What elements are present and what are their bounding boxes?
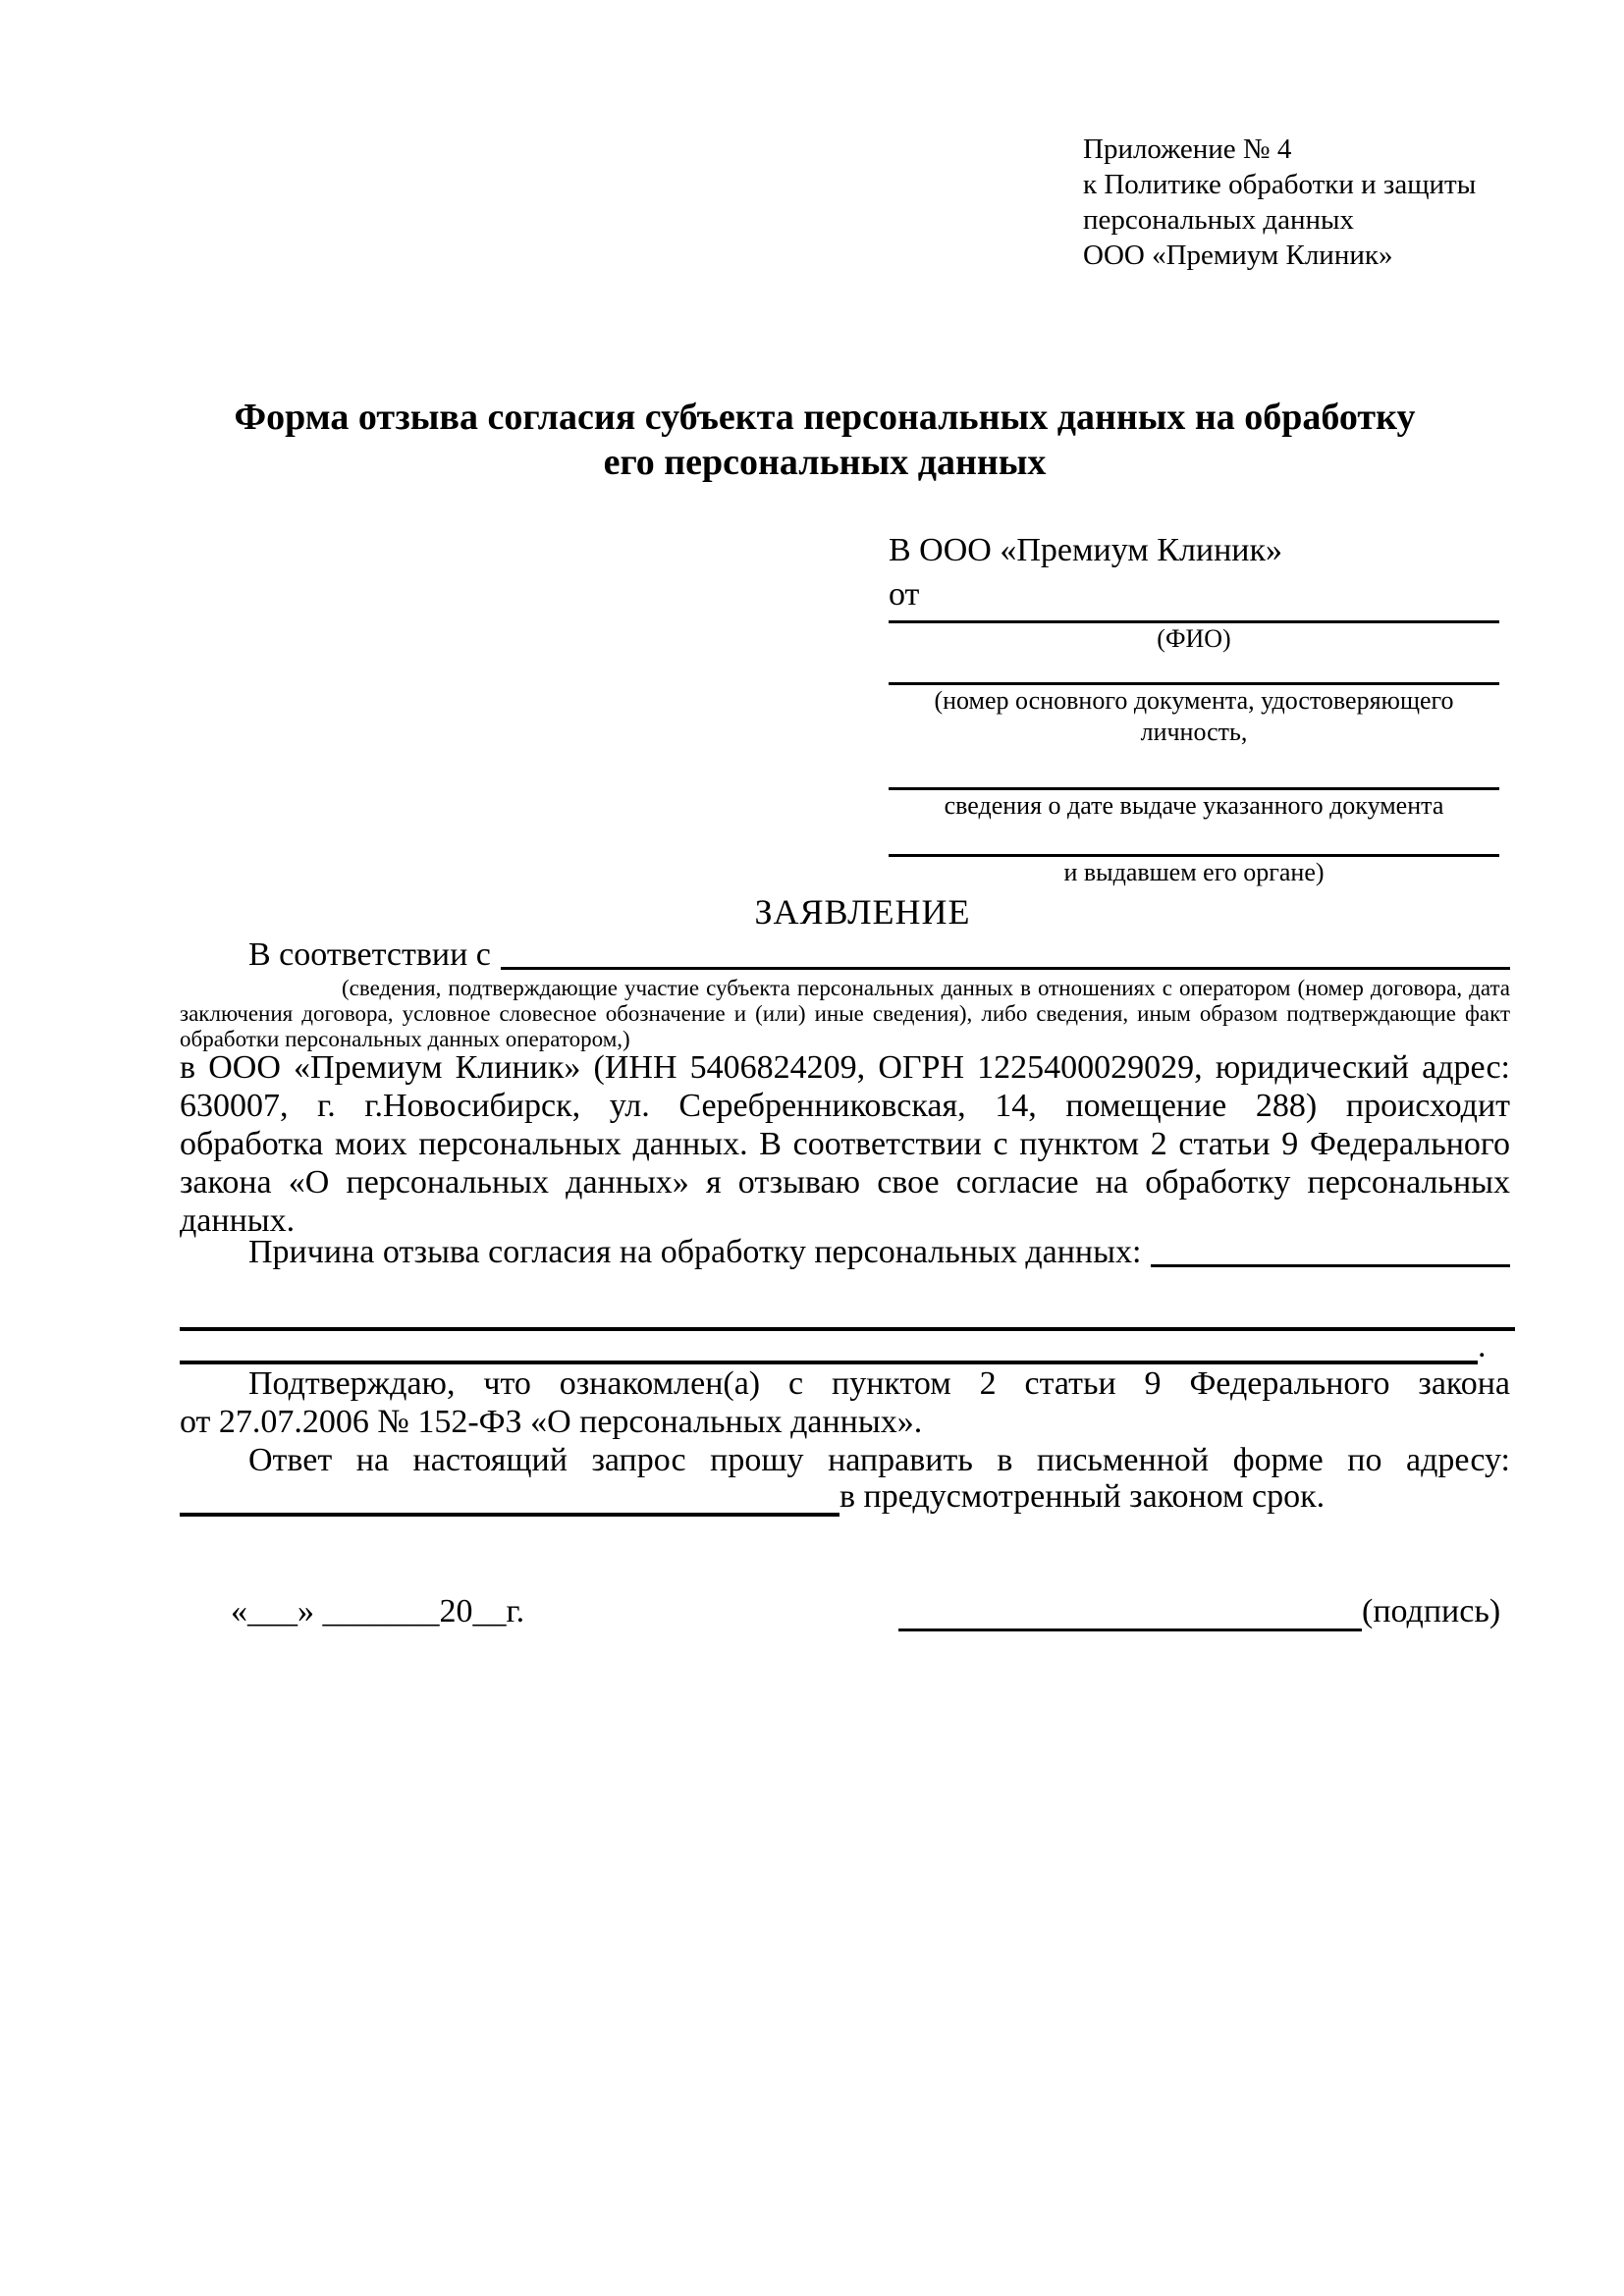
reply-address-row (180, 1477, 1325, 1517)
addressee-block (889, 528, 1499, 888)
footnote-line: заключения договора, условное словесное обозначение и (или) иные сведения), либо сведения, иным образом подтверждающие факт (180, 1001, 1510, 1026)
statement-heading: ЗАЯВЛЕНИЕ (754, 892, 971, 932)
date-blank: «___» _______20__г. (231, 1593, 525, 1629)
footnote-paragraph (180, 976, 1510, 1052)
issuing-authority-blank-line (889, 822, 1499, 857)
appendix-header-line: к Политике обработки и защиты (1083, 169, 1477, 200)
reply-term-text: в предусмотренный законом срок. (839, 1478, 1326, 1515)
body-line: в ООО «Премиум Клиник» (ИНН 5406824209, ОГРН 1225400029029, юридический адрес: (180, 1049, 1510, 1086)
reply-request-line: Ответ на настоящий запрос прошу направить в письменной форме по адресу: (248, 1442, 1510, 1478)
issuing-authority-caption: и выдавшем его органе) (1063, 858, 1325, 886)
body-line: 630007, г. г.Новосибирск, ул. Серебренниковская, 14, помещение 288) происходит (180, 1088, 1510, 1124)
reason-blank-line-2 (180, 1276, 1515, 1331)
reason-blank-line-3 (180, 1329, 1478, 1364)
appendix-header-line: Приложение № 4 (1083, 133, 1292, 165)
document-number-blank-group (889, 655, 1499, 748)
issue-date-caption: сведения о дате выдаче указанного документа (944, 791, 1444, 820)
appendix-header (1083, 132, 1476, 273)
reason-prefix: Причина отзыва согласия на обработку персональных данных: (248, 1234, 1142, 1270)
reason-blank-line (1151, 1233, 1510, 1267)
reason-blank-row-3 (180, 1329, 1487, 1364)
appendix-header-line: ООО «Премиум Клиник» (1083, 240, 1393, 271)
body-line: обработка моих персональных данных. В соответствии с пунктом 2 статьи 9 Федерального (180, 1126, 1510, 1162)
issue-date-blank-group (889, 748, 1499, 822)
fio-blank-line (889, 616, 1499, 623)
blank-line-period: . (1478, 1328, 1487, 1364)
addressee-from: от (889, 576, 920, 613)
intro-row (180, 935, 1510, 975)
document-number-blank-line (889, 655, 1499, 685)
signature-blank-line (898, 1595, 1362, 1631)
confirmation-paragraph (180, 1364, 1510, 1441)
issuing-authority-blank-group (889, 822, 1499, 888)
page-title-line: Форма отзыва согласия субъекта персональных данных на обработку (234, 397, 1416, 438)
appendix-header-line: персональных данных (1083, 204, 1355, 236)
body-line: закона «О персональных данных» я отзываю свое согласие на обработку персональных (180, 1164, 1510, 1201)
signature-caption: (подпись) (1362, 1593, 1501, 1629)
reason-row (180, 1233, 1510, 1272)
page-title-line: его персональных данных (603, 442, 1047, 483)
page-title (147, 395, 1502, 485)
footnote-line: обработки персональных данных оператором,) (180, 1027, 630, 1051)
document-number-caption: (номер основного документа, удостоверяющего личность, (934, 686, 1454, 746)
body-line: данных. (180, 1202, 296, 1239)
footnote-line: (сведения, подтверждающие участие субъекта персональных данных в отношениях с оператором (номер договора, дата (342, 976, 1510, 1000)
body-paragraph (180, 1048, 1510, 1240)
address-blank-line (180, 1479, 839, 1517)
confirmation-line: от 27.07.2006 № 152-ФЗ «О персональных данных». (180, 1404, 923, 1440)
issue-date-blank-line (889, 748, 1499, 790)
intro-prefix: В соответствии с (248, 936, 491, 973)
confirmation-line: Подтверждаю, что ознакомлен(а) с пунктом 2 статьи 9 Федерального закона (248, 1365, 1510, 1402)
intro-blank-line (501, 935, 1510, 970)
addressee-to: В ООО «Премиум Клиник» (889, 532, 1283, 568)
signature-row (898, 1592, 1500, 1631)
fio-caption: (ФИО) (1157, 624, 1231, 653)
fio-blank-group (889, 616, 1499, 655)
